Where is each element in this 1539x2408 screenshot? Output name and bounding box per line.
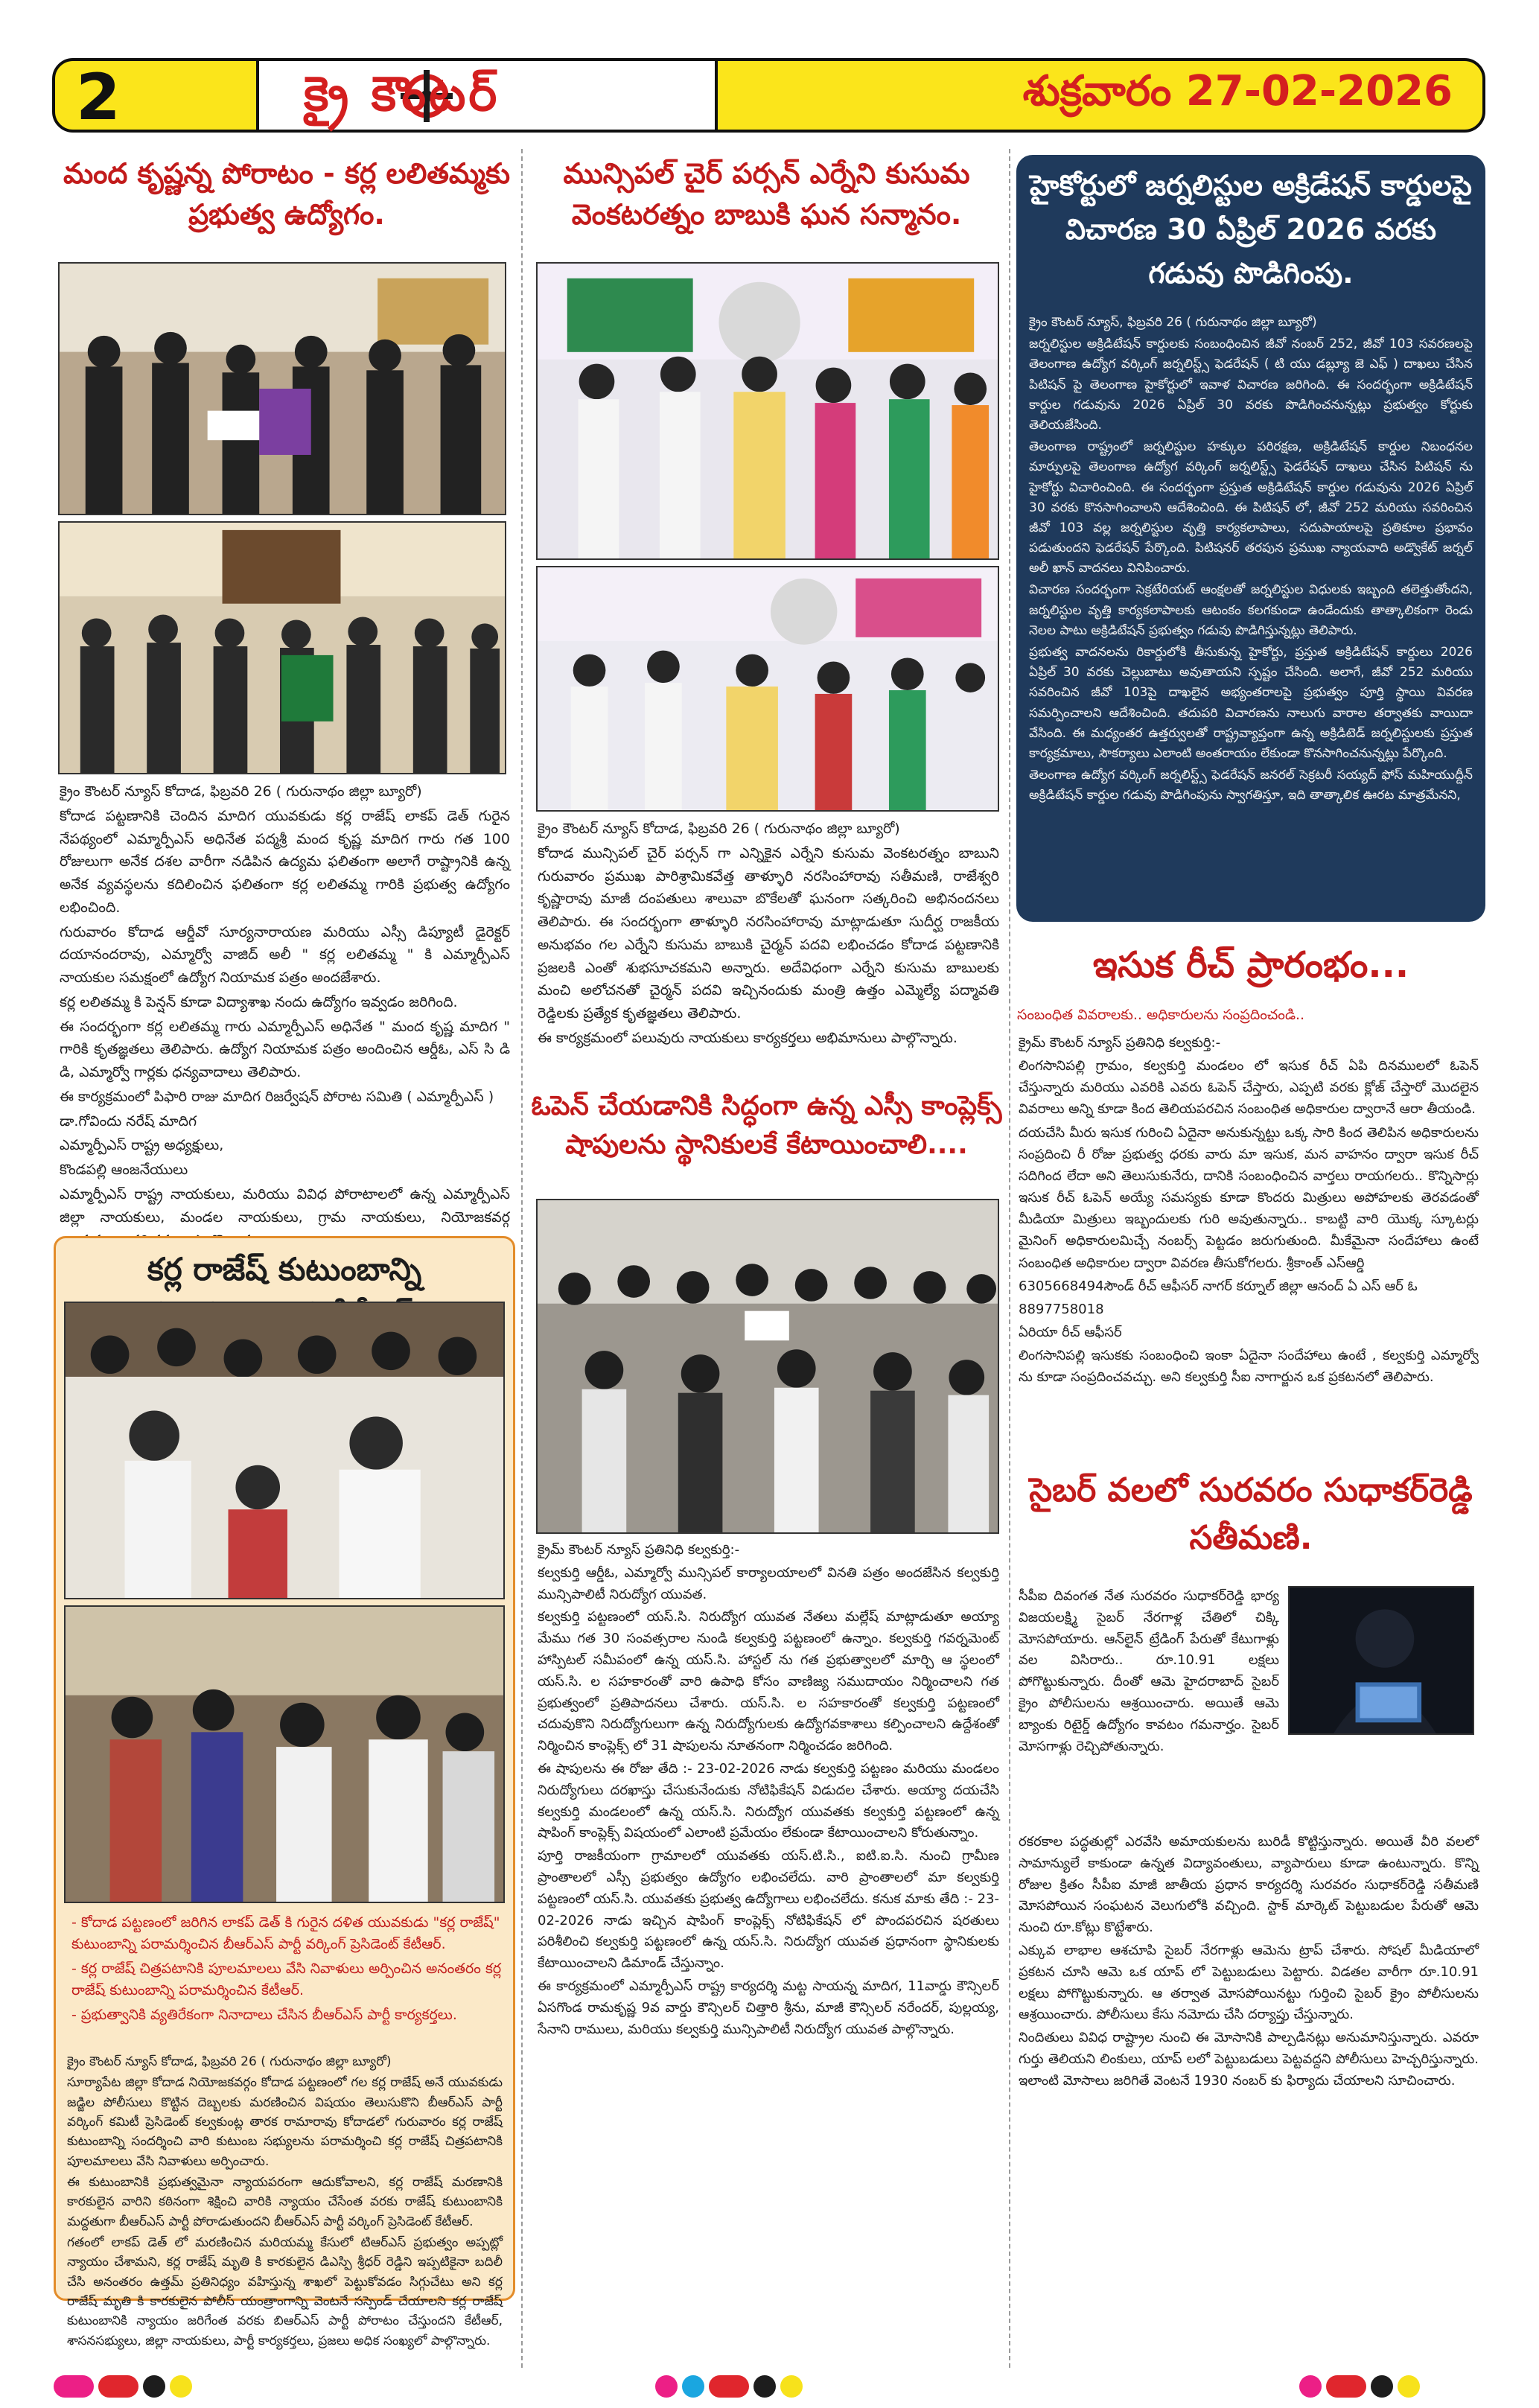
story7-body-lead (1019, 1586, 1279, 1759)
story3-paragraph: తెలంగాణ ఉద్యోగ వర్కింగ్ జర్నలిస్ట్స్ ఫెడరేషన్ జనరల్ సెక్రటరీ సయ్యద్ ఫోస్ మహియుద్దీన్ అక్రిడిటేషన్ కార్డుల గడువు పొడిగింపును స్వాగతిస్తూ, ఇది తాత్కాలిక ఊరట మాత్రమేనని, (1029, 768, 1473, 803)
column-divider (1009, 149, 1010, 2368)
story7-photo (1288, 1586, 1474, 1735)
story6-photo-top (64, 1302, 505, 1599)
color-mark (1326, 2375, 1366, 2398)
story1-headline: మంద కృష్ణన్న పోరాటం - కర్ల లలితమ్మకు ప్రభుత్వ ఉద్యోగం. (63, 157, 511, 232)
story5-paragraph: ఈ షాపులను ఈ రోజు తేది :- 23-02-2026 నాడు కల్వకుర్తి పట్టణం మరియు మండలం నిరుద్యోగులు దరఖాస్తు చేసుకునేందుకు నోటిఫికేషన్ విడుదల చేశారు. అయ్యా దయచేసి కల్వకుర్తి మండలంలో ఉన్న యస్.సి. నిరుద్యోగ యువతకు కల్వకుర్తి పట్టణంలో ఉన్న షాపింగ్ కాంప్లెక్స్ విషయంలో ఎలాంటి ప్రమేయం లేకుండా కేటాయించాలని కోరుతున్నాం. (538, 1760, 999, 1841)
story6-dateline: క్రైం కౌంటర్ న్యూస్ కోదాడ, ఫిబ్రవరి 26 ( గురునాథం జిల్లా బ్యూరో) (67, 2054, 392, 2069)
story1-dateline: క్రైం కౌంటర్ న్యూస్ కోదాడ, ఫిబ్రవరి 26 ( గురునాథం జిల్లా బ్యూరో) (60, 783, 422, 800)
story5-paragraph: కల్వకుర్తి పట్టణంలో యస్.సి. నిరుద్యోగ యువత నేతలు మల్లేష్ మాట్లాడుతూ అయ్యా మేము గత 30 సంవత్సరాల నుండి కల్వకుర్తి పట్టణంలో ఉన్నాం. కల్వకుర్తి గవర్నమెంట్ హాస్పిటల్ సమీపంలో ఉన్న యస్.సి. హాస్టల్ ను గత ప్రభుత్వాలలో మార్చి ఆ స్థలంలో యస్.సి. ల సహకారంతో వారి ఉపాధి కోసం వాణిజ్య సముదాయం నిర్మించాలని గత ప్రభుత్వంలో ప్రతిపాదనలు చేశారు. యస్.సి. ల సహకారంతో కల్వకుర్తి పట్టణంలో చదువుకొని నిరుద్యోగులుగా ఉన్న నిరుద్యోగులకు ఉద్యోగవకాశాలు కల్పించాలని ఉద్దేశంతో నిర్మించిన కాంప్లెక్స్ లో 31 షాపులను నూతనంగా నిర్మించడం జరిగింది. (538, 1609, 999, 1754)
story1-photo-bottom (58, 521, 506, 774)
story1-photo-top (58, 262, 506, 515)
story7-paragraph: ఎక్కువ లాభాల ఆశచూపి సైబర్ నేరగాళ్లు ఆమెను ట్రాప్ చేశారు. సోషల్ మీడియాలో ప్రకటన చూసి ఆమె ఒక యాప్ లో పెట్టుబడులు పెట్టారు. విడతల వారీగా రూ.10.91 లక్షలు పోగొట్టుకున్నారు. ఆ తర్వాత మోసపోయినట్టు గుర్తించి సైబర్ క్రైం పోలీసులను ఆశ్రయించారు. పోలీసులు కేసు నమోదు చేసి దర్యాప్తు చేస్తున్నారు. (1019, 1942, 1479, 2023)
story2-paragraph: కోదాడ మున్సిపల్ చైర్ పర్సన్ గా ఎన్నికైన ఎర్నేని కుసుమ వెంకటరత్నం బాబుని గురువారం ప్రముఖ పారిశ్రామికవేత్త తాళ్ళూరి నరసింహారావు సతీమణి, రాజేశ్వరి కృష్ణారావు మాజీ దంపతులు శాలువా బొకేలతో ఘనంగా సత్కరించి అభినందనలు తెలిపారు. ఈ సందర్భంగా తాళ్ళూరి నరసింహారావు మాట్లాడుతూ సుదీర్ఘ రాజకీయ అనుభవం గల ఎర్నేని కుసుమ బాబుకి చైర్మన్ పదవి లభించడం కోదాడ పట్టణానికి ప్రజలకి ఎంతో శుభసూచకమని అన్నారు. అదేవిధంగా ఎర్నేని కుసుమ బాబులకు మంచి అలోచనతో చైర్మన్ పదవి ఇచ్చినందుకు మంత్రి ఉత్తం ఎమ్మెల్యే పద్మావతి రెడ్డిలకు ప్రత్యేక కృతజ్ఞతలు తెలిపారు. (538, 844, 999, 1022)
story1-paragraph: గురువారం కోదాడ ఆర్డీవో సూర్యనారాయణ మరియు ఎస్సీ డిప్యూటీ డైరెక్టర్ దయానందరావు, ఎమ్మార్వో వాజిద్ అలీ " కర్ల లలితమ్మ " కి ఎమ్మార్పీఎస్ నాయకుల సమక్షంలో ఉద్యోగ నియామక పత్రం అందజేశారు. (60, 923, 510, 987)
story2-photo-bottom (536, 566, 999, 812)
story6-caption-list (71, 1912, 503, 2028)
story5-paragraph: పూర్తి రాజకీయంగా గ్రామాలలో యువతకు యస్.టి.సి., ఐటి.ఐ.సి. నుంచి గ్రామీణ ప్రాంతాలలో ఎస్సీ ప్రభుత్వం ఉద్యోగం లభించలేదు. వారి ప్రాంతాలలో మా కల్వకుర్తి పట్టణంలో యస్.సి. యువతకు ప్రభుత్వ ఉద్యోగాలు లభించలేదు. కనుక మాకు తేది :- 23-02-2026 నాడు ఇచ్చిన షాపింగ్ కాంప్లెక్స్ నోటిఫికేషన్ లో పొందపరచిన షరతులు పరిశీలించి కల్వకుర్తి పట్టణంలో ఉన్న యస్.సి. నిరుద్యోగ యువత ప్రధానంగా స్థానికులకు కేటాయించాలని డిమాండ్ చేస్తున్నాం. (538, 1848, 999, 1972)
story3-paragraph: తెలంగాణ రాష్ట్రంలో జర్నలిస్టుల హక్కుల పరిరక్షణ, అక్రిడిటేషన్ కార్డుల నిబంధనల మార్పులపై తెలంగాణ ఉద్యోగ వర్కింగ్ జర్నలిస్ట్స్ ఫెడరేషన్ దాఖలు చేసిన పిటిషన్ ను హైకోర్టు విచారించింది. ఈ సందర్భంగా ప్రస్తుత అక్రిడిటేషన్ కార్డుల గడువును 2026 ఏప్రిల్ 30 వరకు కొనసాగించాలని ఆదేశించింది. ఈ పిటిషన్ లో, జీవో 252 మరియు సవరించిన జీవో 103 వల్ల జర్నలిస్టుల వృత్తి కార్యకలాపాలు, సదుపాయాలపై ప్రతికూల ప్రభావం పడుతుందని ఫెడరేషన్ పేర్కొంది. పిటిషనర్ తరపున ప్రముఖ న్యాయవాది అడ్వొకేట్ జర్నల్ అలీ ఖాన్ వాదనలు వినిపించారు. (1029, 439, 1473, 576)
color-mark (682, 2375, 704, 2398)
story2-body (538, 818, 999, 1051)
color-mark (709, 2375, 749, 2398)
story6-headline: కర్ల రాజేష్ కుటుంబాన్ని (147, 1251, 422, 1287)
story1-paragraph: ఎమ్మార్పీఎస్ రాష్ట్ర నాయకులు, మరియు వివిధ పోరాటాలలో ఉన్న ఎమ్మార్పీఎస్ జిల్లా నాయకులు, మండల నాయకులు, గ్రామ నాయకులు, నియోజకవర్గ (60, 1186, 510, 1226)
color-mark (1398, 2375, 1420, 2398)
story1-paragraph: ఎమ్మార్పీఎస్ రాష్ట్ర అధ్యక్షులు, (60, 1137, 224, 1154)
story6-body (67, 2052, 503, 2352)
story5-paragraph: కల్వకుర్తి ఆర్డీఓ, ఎమ్మార్వో మున్సిపల్ కార్యాలయాలలో వినతి పత్రం అందజేసిన కల్వకుర్తి మున్సిపాలిటీ నిరుద్యోగ యువత. (538, 1564, 999, 1602)
story4-dateline: క్రైమ్ కౌంటర్ న్యూస్ ప్రతినిధి కల్వకుర్తి:- (1019, 1035, 1221, 1051)
color-marks-right (1299, 2375, 1420, 2398)
story1-paragraph: డా.గోవిందు నరేష్ మాదిగ (60, 1112, 197, 1130)
masthead-title: క్రై కౌంటర్ (304, 67, 500, 122)
story4-paragraph: లింగసానిపల్లి ఇసుకకు సంబంధించి ఇంకా ఏదైనా సందేహాలు ఉంటే , కల్వకుర్తి ఎమ్మార్వో ను కూడా సంప్రదించవచ్చు. అని కల్వకుర్తి సీఐ నాగార్జున ఒక ప్రకటనలో తెలిపారు. (1019, 1348, 1479, 1386)
story1-body (60, 780, 510, 1253)
story1-paragraph: కోదాడ పట్టణానికి చెందిన మాదిగ యువకుడు కర్ల రాజేష్ లాకప్ డెత్ గురైన నేపథ్యంలో ఎమ్మార్పీఎస్ అధినేత పద్మశ్రీ మంద కృష్ణ మాదిగ గారు గత 100 రోజులుగా అనేక దశల వారీగా నడిపిన ఉద్యమ ఫలితంగా అలాగే రాష్ట్రానికి ఉన్న అనేక వ్యవస్థలను కదిలించిన ఫలితంగా కర్ల లలితమ్మ గారికి ప్రభుత్వ ఉద్యోగం లభించింది. (60, 807, 510, 916)
story3-dateline: క్రైం కౌంటర్ న్యూస్, ఫిబ్రవరి 26 ( గురునాథం జిల్లా బ్యూరో) (1029, 315, 1317, 330)
story7-paragraph: నిందితులు వివిధ రాష్ట్రాల నుంచి ఈ మోసానికి పాల్పడినట్లు అనుమానిస్తున్నారు. ఎవరూ గుర్తు తెలియని లింకులు, యాప్ లలో పెట్టుబడులు పెట్టవద్దని పోలీసులు హెచ్చరిస్తున్నారు. ఇలాంటి మోసాలు జరిగితే వెంటనే 1930 నంబర్ కు ఫిర్యాదు చేయాలని సూచించారు. (1019, 2030, 1479, 2089)
story5-paragraph: ఈ కార్యక్రమంలో ఎమ్మార్పీఎస్ రాష్ట్ర కార్యదర్శి మట్ట సాయన్న మాదిగ, 11వార్డు కౌన్సిలర్ ఏసగొండ రామకృష్ణ 9వ వార్డు కౌన్సిలర్ చిత్తారి శ్రీను, మాజీ కౌన్సిలర్ నరేందర్, పుల్లయ్య, సేనాని రాములు, మరియు కల్వకుర్తి మున్సిపాలిటీ నిరుద్యోగ యువత పాల్గొన్నారు. (538, 1978, 999, 2037)
story7-paragraph: రకరకాల పద్ధతుల్లో ఎరవేసి అమాయకులను బురిడీ కొట్టిస్తున్నారు. అయితే వీరి వలలో సామాన్యులే కాకుండా ఉన్నత విద్యావంతులు, వ్యాపారులు కూడా ఉంటున్నారు. కొన్ని రోజుల క్రితం సీపీఐ మాజీ జాతీయ ప్రధాన కార్యదర్శి సురవరం సుధాకర్‌రెడ్డి సతీమణి మోసపోయిన సంఘటన వెలుగులోకి వచ్చింది. స్టాక్ మార్కెట్ పెట్టుబడుల పేరుతో ఆమె నుంచి రూ.కోట్లు కొట్టేశారు. (1019, 1834, 1479, 1936)
page-number: 2 (76, 60, 121, 135)
color-mark (54, 2375, 94, 2398)
story1-paragraph: కర్ల లలితమ్మ కి పెన్షన్ కూడా విద్యాశాఖ నందు ఉద్యోగం ఇవ్వడం జరిగింది. (60, 993, 458, 1010)
story2-dateline: క్రైం కౌంటర్ న్యూస్ కోదాడ, ఫిబ్రవరి 26 ( గురునాథం జిల్లా బ్యూరో) (538, 821, 900, 837)
story4-paragraph: ఏరియా రీచ్ ఆఫీసర్ (1019, 1325, 1122, 1341)
column-divider (521, 149, 523, 2368)
story1-paragraph: కొండపల్లి ఆంజనేయులు (60, 1162, 188, 1179)
story7-body (1019, 1832, 1479, 2094)
color-mark (170, 2375, 192, 2398)
story4-body (1019, 1032, 1479, 1390)
story3-paragraph: ప్రభుత్వ వాదనలను రికార్డులోకి తీసుకున్న హైకోర్టు, ప్రస్తుత అక్రిడిటేషన్ కార్డులు 2026 ఏప్రిల్ 30 వరకు చెల్లుబాటు అవుతాయని స్పష్టం చేసింది. అలాగే, జీవో 252 మరియు సవరించిన జీవో 103పై దాఖలైన అభ్యంతరాలపై ప్రభుత్వం పూర్తి స్థాయి వివరణ సమర్పించాలని ఆదేశించింది. తదుపరి విచారణను నాలుగు వారాల తర్వాతకు వాయిదా వేసింది. ఈ మధ్యంతర ఉత్తర్వులతో రాష్ట్రవ్యాప్తంగా ఉన్న అక్రిడిటెడ్ జర్నలిస్టులకు ప్రస్తుత కార్యక్రమాలు, సౌకర్యాలు ఎలాంటి అంతరాయం లేకుండా కొనసాగించనున్నట్లు పేర్కొంది. (1029, 645, 1473, 761)
story4-paragraph: లింగసానిపల్లి గ్రామం, కల్వకుర్తి మండలం లో ఇసుక రీచ్ ఏపి దినములలో ఓపెన్ చేస్తున్నారు మరియు ఎవరికి ఎవరు ఓపెన్ చేస్తారు, ఎప్పటి వరకు క్లోజ్ చేస్తారో మొదలైన వివరాలు అన్ని కూడా కింద తెలియపరచిన సంబంధిత అధికారుల ద్వారానే ఆరా తీయండి. (1019, 1058, 1479, 1118)
story2-paragraph: ఈ కార్యక్రమంలో పలువురు నాయకులు కార్యకర్తలు అభిమానులు పాల్గొన్నారు. (538, 1029, 958, 1046)
story6-caption: - కోదాడ పట్టణంలో జరిగిన లాకప్ డెత్ కి గురైన దళిత యువకుడు "కర్ల రాజేష్" కుటుంబాన్ని పరామర్శించిన బీఆర్ఎస్ పార్టీ వర్కింగ్ ప్రెసిడెంట్ కేటీఆర్. (71, 1914, 500, 1953)
story2-photo-top (536, 262, 999, 560)
color-mark (1371, 2375, 1393, 2398)
story3-paragraph: జర్నలిస్టుల అక్రిడిటేషన్ కార్డులకు సంబంధించిన జీవో నంబర్ 252, జీవో 103 సవరణలపై తెలంగాణ ఉద్యోగ వర్కింగ్ జర్నలిస్ట్స్ ఫెడరేషన్ ( టి యు డబ్ల్యూ జె ఎఫ్ ) దాఖలు చేసిన పిటిషన్ పై తెలంగాణ హైకోర్టులో ఇవాళ విచారణ జరిగింది. ఈ సందర్భంగా అక్రిడిటేషన్ కార్డుల గడువును 2026 ఏప్రిల్ 30 వరకు పొడిగించనున్నట్లు ప్రభుత్వం కోర్టుకు తెలియజేసింది. (1029, 337, 1473, 433)
story1-paragraph: ఈ సందర్భంగా కర్ల లలితమ్మ గారు ఎమ్మార్పీఎస్ అధినేత " మంద కృష్ణ మాదిగ " గారికి కృతజ్ఞతలు తెలిపారు. ఉద్యోగ నియామక పత్రం అందించిన ఆర్డీఓ, ఎస్ సి డి డి, ఎమ్మార్వో గార్లకు ధన్యవాదాలు తెలిపారు. (60, 1018, 510, 1081)
story3-paragraph: విచారణ సందర్భంగా సెక్రటేరియట్ ఆంక్షలతో జర్నలిస్టుల విధులకు ఇబ్బంది తలెత్తుతోందని, జర్నలిస్టుల వృత్తి కార్యకలాపాలకు ఆటంకం కలగకుండా ఉండేందుకు తాత్కాలికంగా రెండు నెలల పాటు అక్రిడిటేషన్ ప్రభుత్వం గడువు పొడిగిస్తున్నట్లు తెలిపారు. (1029, 582, 1473, 638)
masthead-bar (52, 58, 1485, 133)
color-mark (655, 2375, 678, 2398)
story5-photo (536, 1199, 999, 1534)
story6-paragraph: గతంలో లాకప్ డెత్ లో మరణించిన మరియమ్మ కేసులో టిఆర్ఎస్ ప్రభుత్వం అప్పట్లో న్యాయం చేశామని, కర్ల రాజేష్ మృతి కి కారకులైన డిఎస్పి శ్రీధర్ రెడ్డిని ఇప్పటికైనా బదిలీ చేసి అనంతరం ఉత్తమ్ ప్రతినిధ్యం వహిస్తున్న శాఖలో పెట్టుకోవడం సిగ్గుచేటు అని కర్ల రాజేష్ మృతి కి కారకులైన పోలీస్ యంత్రాంగాన్ని వెంటనే సస్పెండ్ చేయాలని కర్ల రాజేష్ కుటుంబానికి న్యాయం జరిగేంత వరకు బిఆర్ఎస్ పార్టీ పోరాటం చేస్తుందని కేటీఆర్, శాసనసభ్యులు, జిల్లా నాయకులు, పార్టీ కార్యకర్తలు, ప్రజలు అధిక సంఖ్యలో పాల్గొన్నారు. (67, 2235, 503, 2348)
story4-paragraph: దయచేసి మీరు ఇసుక గురించి ఏదైనా అనుకున్నట్టు ఒక్క సారి కింద తెలిపిన అధికారులను సంప్రదించి రీ రోజు ప్రభుత్వ ధరకు వారు మా ఇసుక, మన వాహనం ద్వారా ఇసుక రీచ్ సదిగింద లేదా అని తెలుసుకునేరు, దానికి సంబంధించిన వార్తలు రాయగలరు.. కొన్నిసార్లు ఇసుక రీచ్ ఓపెన్ అయ్యే సమస్యకు కూడా కొందరు మిత్రులు అపోహలకు తెరవడంతో మీడియా మిత్రులు ఇబ్బందులకు గురి అవుతున్నారు.. కాబట్టి వారి యొక్క స్కూటర్లు మైనింగ్ అధికారులమిచ్చే నంబర్స్ పెట్టడం జరుగుతుంది. మీకేమైనా సందేహాలు ఉంటే సంబంధిత అధికారుల ద్వారా వివరణ తీసుకోగలరు. శ్రీకాంత్ ఎస్ఆర్డి (1019, 1124, 1479, 1271)
story5-dateline: క్రైమ్ కౌంటర్ న్యూస్ ప్రతినిధి కల్వకుర్తి:- (538, 1542, 740, 1558)
color-mark (780, 2375, 803, 2398)
color-mark (98, 2375, 138, 2398)
color-mark (1299, 2375, 1322, 2398)
story6-paragraph: సూర్యాపేట జిల్లా కోదాడ నియోజకవర్గం కోదాడ పట్టణంలో గల కర్ల రాజేష్ అనే యువకుడు జడ్జిల పోలీసులు కొట్టిన దెబ్బలకు మరణించిన విషయం తెలుసుకొని బీఆర్ఎస్ పార్టీ వర్కింగ్ కమిటీ ప్రెసిడెంట్ కల్వకుంట్ల తారక రామారావు కోదాడలో గురువారం కర్ల రాజేష్ కుటుంబాన్ని సందర్శించి వారి కుటుంబ సభ్యులను పరామర్శించి కర్ల రాజేష్ చిత్రపటానికి పూలమాలలు వేసి నివాళులు అర్పించారు. (67, 2075, 503, 2169)
story6-photo-bottom (64, 1605, 505, 1903)
story7-headline: సైబర్ వలలో సురవరం సుధాకర్‌రెడ్డి సతీమణి. (1029, 1471, 1473, 1557)
story4-paragraph: 6305668494సౌండ్ రీచ్ ఆఫీసర్ నాగర్ కర్నూల్ జిల్లా ఆనంద్ ఏ ఎస్ ఆర్ ఓ (1019, 1278, 1418, 1294)
story4-headline: ఇసుక రీచ్ ప్రారంభం... (1092, 944, 1409, 986)
story4-kicker: సంబంధిత వివరాలకు.. అధికారులను సంప్రదించండి.. (1017, 1007, 1305, 1023)
story4-paragraph: 8897758018 (1019, 1301, 1104, 1317)
color-marks-left (54, 2375, 192, 2398)
story3-headline: హైకోర్టులో జర్నలిస్టుల అక్రిడేషన్ కార్డులపై విచారణ 30 ఏప్రిల్ 2026 వరకు గడువు పొడిగింపు. (1030, 169, 1472, 290)
color-mark (753, 2375, 776, 2398)
issue-date: శుక్రవారం 27-02-2026 (1022, 67, 1453, 115)
story2-headline: మున్సిపల్ చైర్ పర్సన్ ఎర్నేని కుసుమ వెంకటరత్నం బాబుకి ఘన సన్మానం. (563, 157, 970, 232)
story6-paragraph: ఈ కుటుంబానికి ప్రభుత్వమైనా న్యాయపరంగా ఆదుకోవాలని, కర్ల రాజేష్ మరణానికి కారకులైన వారిని కఠినంగా శిక్షించి వారికి న్యాయం చేసేంత వరకు రాజేష్ కుటుంబానికి మద్దతుగా బీఆర్ఎస్ పార్టీ పోరాడుతుందని బీఆర్ఎస్ పార్టీ వర్కింగ్ ప్రెసిడెంట్ కేటీఆర్. (67, 2175, 503, 2229)
story5-headline: ఓపెన్ చేయడానికి సిద్ధంగా ఉన్న ఎస్సీ కాంప్లెక్స్ షాపులను స్థానికులకే కేటాయించాలి.... (531, 1091, 1002, 1161)
story3-body (1029, 313, 1473, 808)
masthead-logo-box (256, 61, 718, 130)
story6-caption: - కర్ల రాజేష్ చిత్రపటానికి పూలమాలలు వేసి నివాళులు అర్పించిన అనంతరం కర్ల రాజేష్ కుటుంబాన్ని పరామర్శించిన కేటీఆర్. (71, 1960, 502, 1999)
story6-caption: - ప్రభుత్వానికి వ్యతిరేకంగా నినాదాలు చేసిన బీఆర్ఎస్ పార్టీ కార్యకర్తలు. (71, 2006, 457, 2023)
story7-paragraph: సీపీఐ దివంగత నేత సురవరం సుధాకర్‌రెడ్డి భార్య విజయలక్ష్మి సైబర్ నేరగాళ్ల చేతిలో చిక్కి మోసపోయారు. ఆన్‌లైన్ ట్రేడింగ్ పేరుతో కేటుగాళ్లు వల విసిరారు.. రూ.10.91 లక్షలు పోగొట్టుకున్నారు. దీంతో ఆమె హైదరాబాద్ సైబర్ క్రైం పోలీసులను ఆశ్రయించారు. అయితే ఆమె బ్యాంకు రిటైర్డ్ ఉద్యోగం కావటం గమనార్హం. సైబర్ మోసగాళ్లు రెచ్చిపోతున్నారు. (1019, 1588, 1279, 1754)
story5-body (538, 1540, 999, 2042)
color-marks-center (655, 2375, 803, 2398)
story1-paragraph: ఈ కార్యక్రమంలో పిఫారి రాజు మాదిగ రిజర్వేషన్ పోరాట సమితి ( ఎమ్మార్పీఎస్ ) (60, 1088, 494, 1105)
color-mark (143, 2375, 165, 2398)
